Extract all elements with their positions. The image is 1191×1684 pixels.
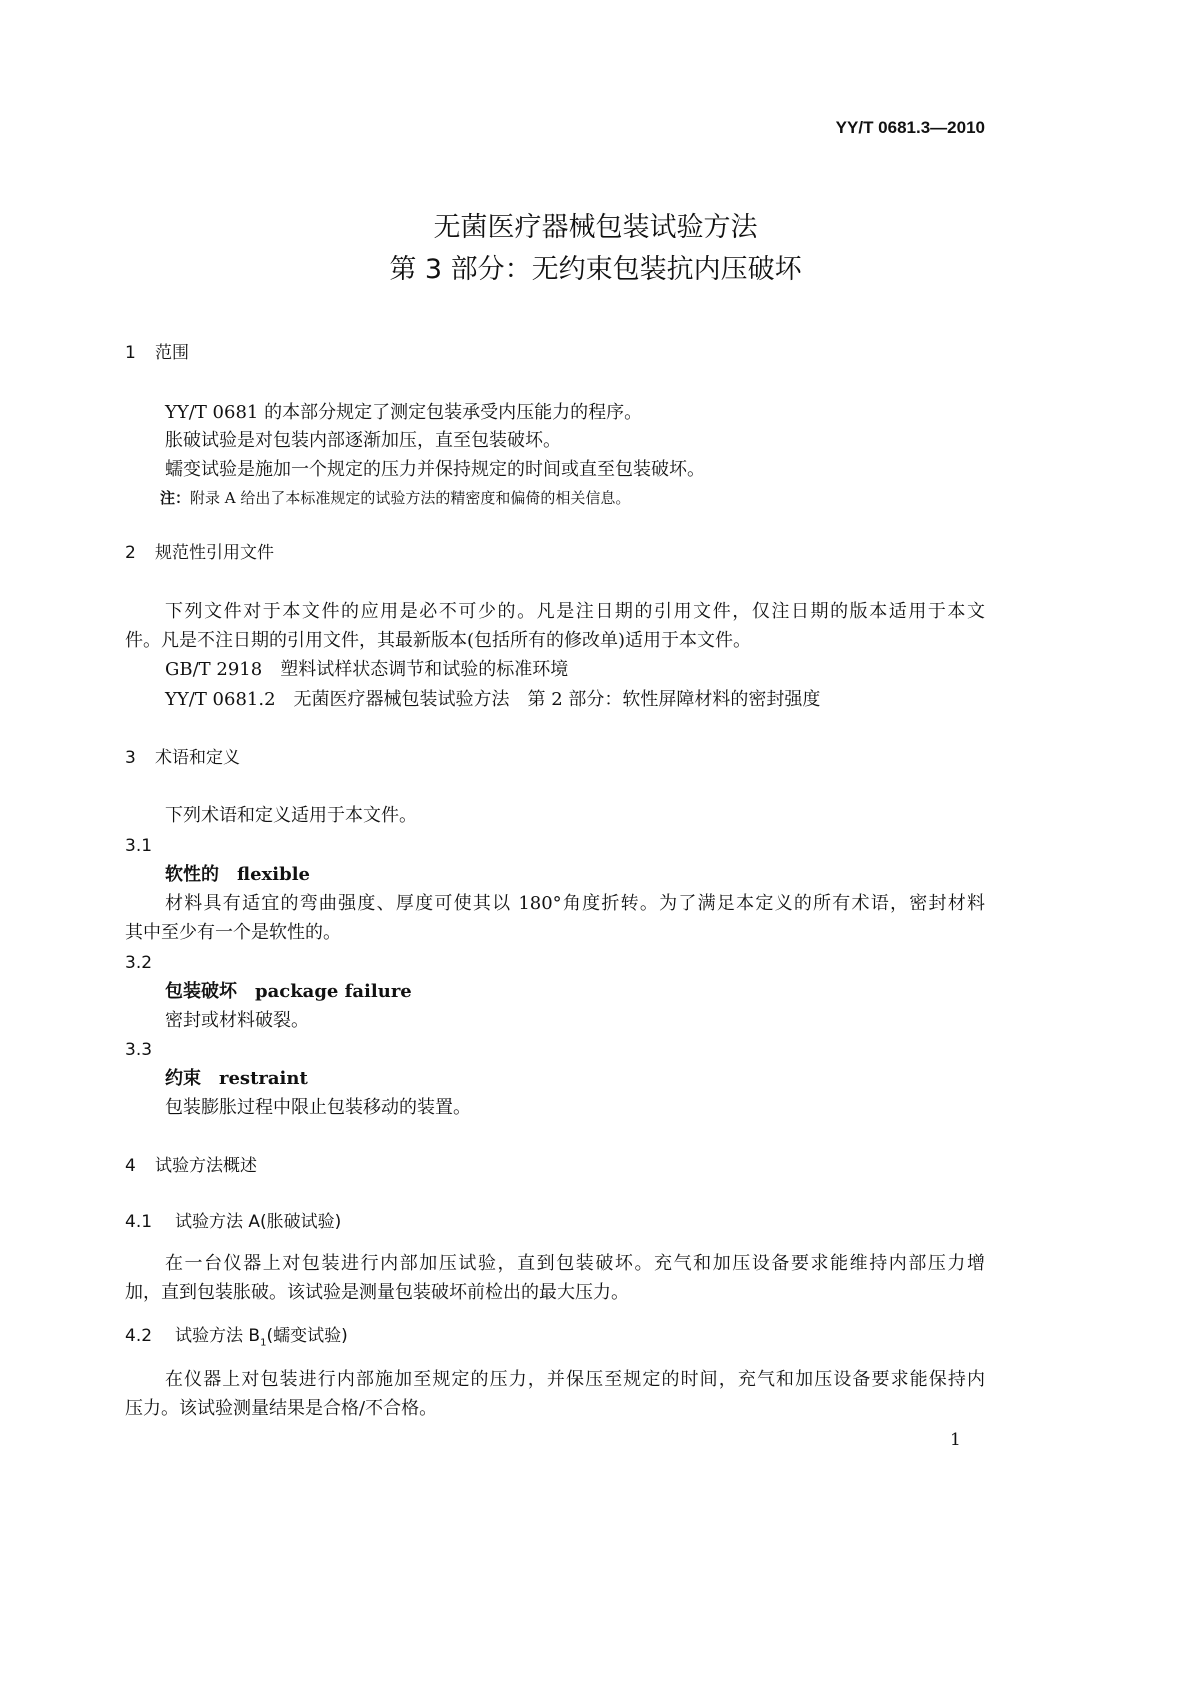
term: 约束 restraint (165, 1068, 308, 1089)
title-line-2: 第 3 部分：无约束包装抗内压破坏 (389, 254, 802, 285)
definition: 材料具有适宜的弯曲强度、厚度可使其以 180°角度折转。为了满足本定义的所有术语，密封材料 (165, 893, 985, 914)
title-line-1: 无菌医疗器械包装试验方法 (433, 212, 758, 243)
paragraph: 下列术语和定义适用于本文件。 (165, 805, 417, 826)
definition: 包装膨胀过程中限止包装移动的装置。 (165, 1097, 471, 1118)
term: 包装破坏 package failure (165, 981, 412, 1002)
section-title: 范围 (155, 343, 189, 363)
term-number: 3.2 (125, 953, 153, 973)
section-2-heading (125, 541, 274, 565)
reference: YY/T 0681.2 无菌医疗器械包装试验方法 第 2 部分：软性屏障材料的密封强度 (165, 689, 821, 710)
definition: 密封或材料破裂。 (165, 1010, 309, 1031)
note-text: 附录 A 给出了本标准规定的试验方法的精密度和偏倚的相关信息。 (190, 489, 631, 507)
document-code: YY/T 0681.3—2010 (835, 118, 985, 137)
section-number: 4.1 (125, 1212, 153, 1232)
paragraph: 压力。该试验测量结果是合格/不合格。 (125, 1398, 438, 1419)
page-number: 1 (950, 1430, 961, 1450)
section-title: 试验方法 B (175, 1326, 261, 1346)
note-label: 注： (160, 489, 191, 507)
paragraph: 在一台仪器上对包装进行内部加压试验，直到包装破坏。充气和加压设备要求能维持内部压力增 (165, 1253, 985, 1274)
term-number: 3.1 (125, 836, 153, 856)
paragraph: 在仪器上对包装进行内部施加至规定的压力，并保压至规定的时间，充气和加压设备要求能保持内 (165, 1369, 985, 1390)
note (160, 486, 630, 510)
term-number: 3.3 (125, 1040, 153, 1060)
section-title: 试验方法概述 (155, 1156, 257, 1176)
subsection-4-1-heading (125, 1210, 341, 1234)
section-number: 1 (125, 343, 136, 363)
section-title-suffix: (蠕变试验) (266, 1326, 348, 1346)
section-1-heading (125, 341, 189, 365)
section-number: 4 (125, 1156, 136, 1176)
subscript: 1 (260, 1337, 267, 1349)
paragraph: 胀破试验是对包装内部逐渐加压，直至包装破坏。 (165, 430, 561, 451)
section-4-heading (125, 1154, 257, 1178)
section-number: 3 (125, 748, 136, 768)
paragraph: YY/T 0681 的本部分规定了测定包装承受内压能力的程序。 (165, 402, 643, 423)
section-3-heading (125, 746, 240, 770)
section-title: 规范性引用文件 (155, 543, 274, 563)
subsection-4-2-heading (125, 1324, 348, 1355)
paragraph: 蠕变试验是施加一个规定的压力并保持规定的时间或直至包装破坏。 (165, 459, 705, 480)
section-number: 4.2 (125, 1326, 153, 1346)
paragraph: 加，直到包装胀破。该试验是测量包装破坏前检出的最大压力。 (125, 1282, 629, 1303)
paragraph: 件。凡是不注日期的引用文件，其最新版本(包括所有的修改单)适用于本文件。 (125, 630, 752, 651)
section-number: 2 (125, 543, 136, 563)
section-title: 试验方法 A(胀破试验) (175, 1212, 342, 1232)
section-title: 术语和定义 (155, 748, 240, 768)
reference: GB/T 2918 塑料试样状态调节和试验的标准环境 (165, 659, 569, 680)
term: 软性的 flexible (165, 864, 310, 885)
paragraph: 下列文件对于本文件的应用是必不可少的。凡是注日期的引用文件，仅注日期的版本适用于本文 (165, 601, 985, 622)
definition: 其中至少有一个是软性的。 (125, 922, 341, 943)
